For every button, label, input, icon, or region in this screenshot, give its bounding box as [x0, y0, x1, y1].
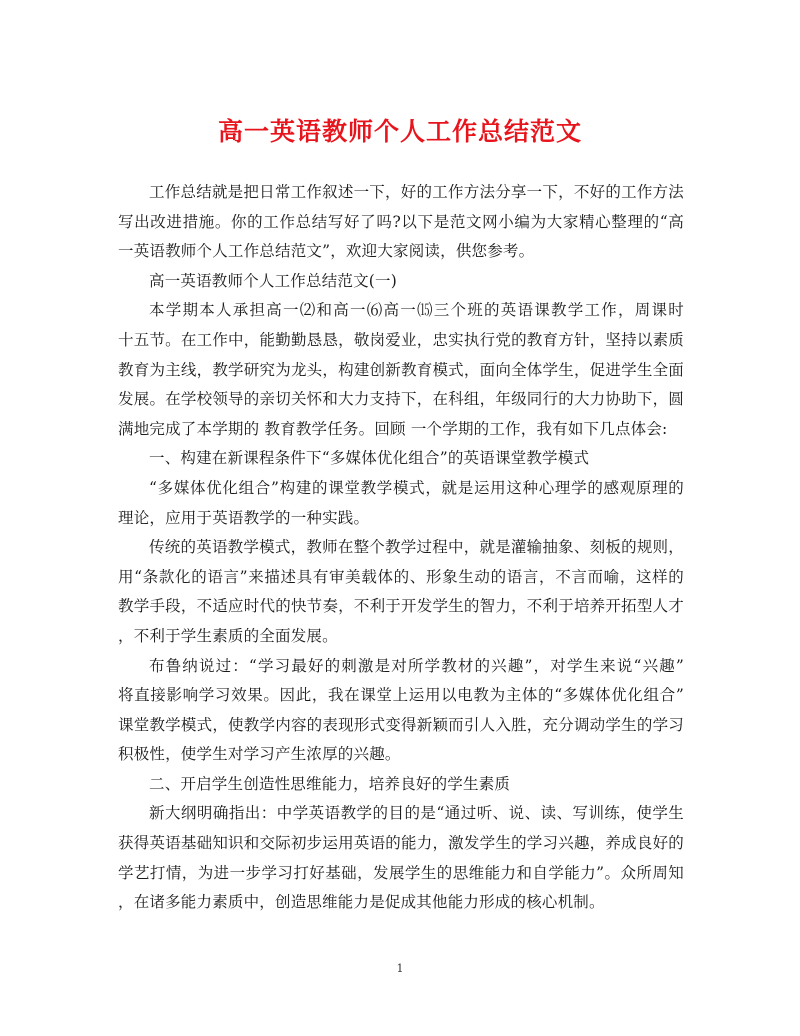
body-line: 发展。在学校领导的亲切关怀和大力支持下，在科组，年级同行的大力协助下，圆 — [118, 390, 684, 409]
body-line: 满地完成了本学期的 教育教学任务。回顾 一个学期的工作，我有如下几点体会: — [118, 419, 668, 438]
body-line: 将直接影响学习效果。因此，我在课堂上运用以电教为主体的“多媒体优化组合” — [118, 686, 684, 705]
body-line: 理论，应用于英语教学的一种实践。 — [118, 508, 370, 527]
body-line: 教学手段，不适应时代的快节奏，不利于开发学生的智力，不利于培养开拓型人才 — [118, 597, 684, 616]
document-body — [118, 178, 684, 918]
body-line: 用“条款化的语言”来描述具有审美载体的、形象生动的语言，不言而喻，这样的 — [118, 567, 684, 586]
body-line: 获得英语基础知识和交际初步运用英语的能力，激发学生的学习兴趣，养成良好的 — [118, 834, 684, 853]
body-line: 写出改进措施。你的工作总结写好了吗?以下是范文网小编为大家精心整理的“高 — [118, 212, 684, 231]
body-line: 积极性，使学生对学习产生浓厚的兴趣。 — [118, 745, 401, 764]
section-heading: 一、构建在新课程条件下“多媒体优化组合”的英语课堂教学模式 — [149, 449, 590, 468]
body-line: ，不利于学生素质的全面发展。 — [118, 626, 338, 645]
body-line: ，在诸多能力素质中，创造思维能力是促成其他能力形成的核心机制。 — [118, 893, 605, 912]
body-line: 布鲁纳说过：“学习最好的刺激是对所学教材的兴趣”，对学生来说“兴趣” — [149, 656, 684, 675]
body-line: 十五节。在工作中，能勤勤恳恳，敬岗爱业，忠实执行党的教育方针，坚持以素质 — [118, 330, 684, 349]
section-heading: 高一英语教师个人工作总结范文(一) — [149, 271, 397, 290]
body-line: 学艺打情，为进一步学习打好基础，发展学生的思维能力和自学能力”。众所周知 — [118, 863, 684, 882]
body-line: 一英语教师个人工作总结范文”，欢迎大家阅读，供您参考。 — [118, 242, 535, 261]
body-line: 传统的英语教学模式，教师在整个教学过程中，就是灌输抽象、刻板的规则， — [149, 538, 684, 557]
body-line: 课堂教学模式，使教学内容的表现形式变得新颖而引人入胜，充分调动学生的学习 — [118, 715, 684, 734]
section-heading: 二、开启学生创造性思维能力，培养良好的学生素质 — [149, 774, 511, 793]
page-number: 1 — [396, 962, 404, 975]
body-line: 新大纲明确指出：中学英语教学的目的是“通过听、说、读、写训练，使学生 — [149, 804, 684, 823]
body-line: “多媒体优化组合”构建的课堂教学模式，就是运用这种心理学的感观原理的 — [149, 478, 684, 497]
body-line: 工作总结就是把日常工作叙述一下，好的工作方法分享一下，不好的工作方法 — [149, 183, 684, 201]
body-line: 教育为主线，教学研究为龙头，构建创新教育模式，面向全体学生，促进学生全面 — [118, 360, 684, 379]
body-line: 本学期本人承担高一⑵和高一⑹高一⒂三个班的英语课教学工作，周课时 — [149, 301, 684, 320]
document-title: 高一英语教师个人工作总结范文 — [217, 117, 582, 146]
